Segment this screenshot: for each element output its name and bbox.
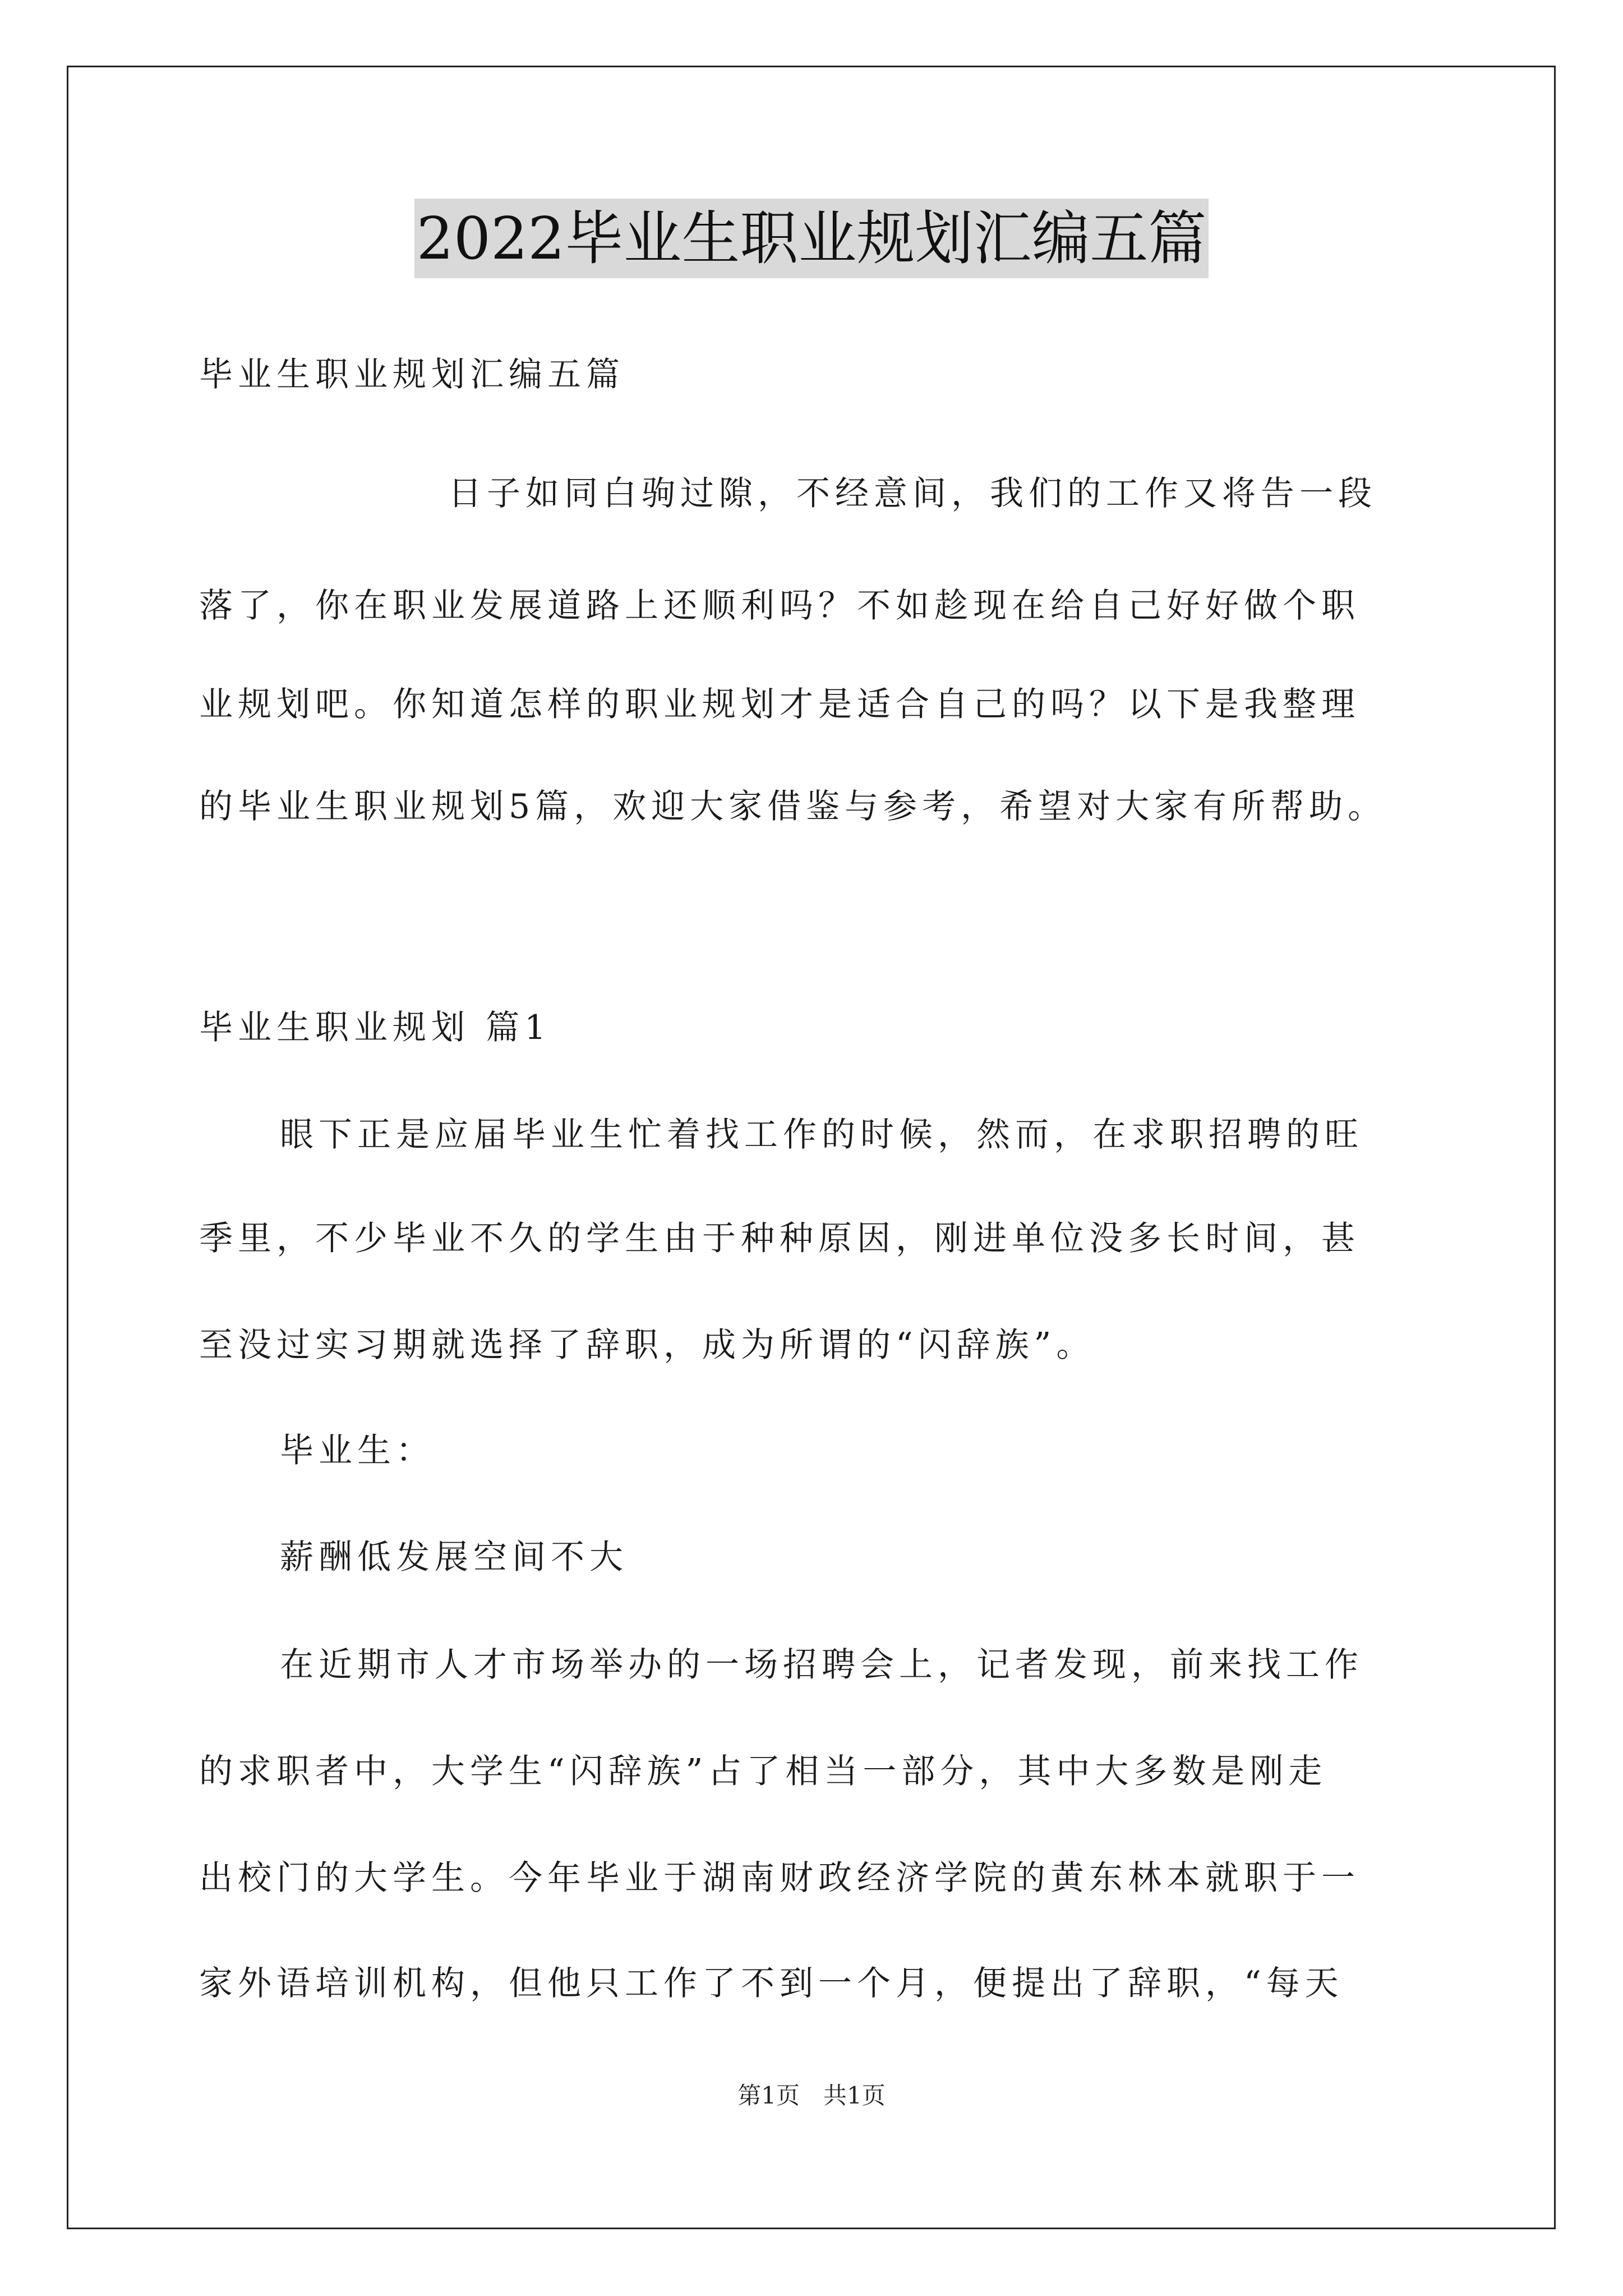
paragraph-line: 季里，不少毕业不久的学生由于种种原因，刚进单位没多长时间，甚 (199, 1219, 1360, 1258)
section-heading: 毕业生职业规划 篇1 (199, 1008, 551, 1047)
paragraph-line: 出校门的大学生。今年毕业于湖南财政经济学院的黄东林本就职于一 (199, 1858, 1360, 1898)
paragraph-line: 在近期市人才市场举办的一场招聘会上，记者发现，前来找工作 (280, 1645, 1363, 1685)
document-title: 2022毕业生职业规划汇编五篇 (414, 199, 1209, 278)
intro-line-4: 的毕业生职业规划5篇，欢迎大家借鉴与参考，希望对大家有所帮助。 (199, 787, 1387, 826)
paragraph-line: 至没过实习期就选择了辞职，成为所谓的“闪辞族”。 (199, 1326, 1095, 1365)
paragraph-line: 薪酬低发展空间不大 (280, 1538, 628, 1577)
page-footer: 第1页 共1页 (737, 2082, 886, 2109)
intro-line-2: 落了，你在职业发展道路上还顺利吗？不如趁现在给自己好好做个职 (199, 586, 1360, 625)
paragraph-line: 家外语培训机构，但他只工作了不到一个月，便提出了辞职，“每天 (199, 1964, 1344, 2003)
intro-line-3: 业规划吧。你知道怎样的职业规划才是适合自己的吗？以下是我整理 (199, 685, 1360, 724)
paragraph-line: 毕业生： (280, 1431, 435, 1470)
paragraph-line: 的求职者中，大学生“闪辞族”占了相当一部分，其中大多数是刚走 (199, 1752, 1327, 1791)
paragraph-line: 眼下正是应届毕业生忙着找工作的时候，然而，在求职招聘的旺 (280, 1115, 1363, 1154)
subtitle-line: 毕业生职业规划汇编五篇 (199, 355, 625, 394)
intro-line-1: 日子如同白驹过隙，不经意间，我们的工作又将告一段 (448, 474, 1377, 513)
title-container (0, 199, 1623, 278)
